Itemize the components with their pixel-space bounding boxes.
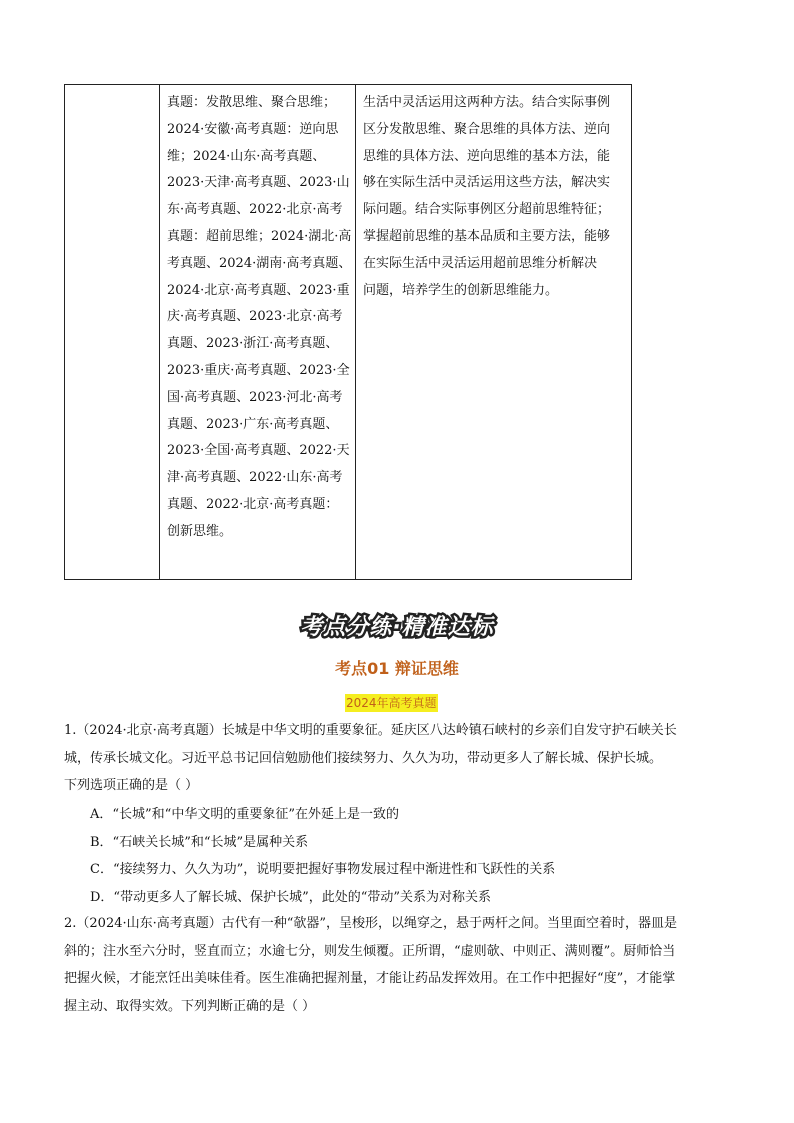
option-d: D．“带动更多人了解长城、保护长城”，此处的“带动”关系为对称关系 [90,890,492,905]
cell-line: 2023·天津·高考真题、2023·山 [167,175,350,191]
cell-line: 维；2024·山东·高考真题、 [167,148,326,164]
cell-line: 真题：超前思维；2024·湖北·高 [167,228,352,244]
cell-line: 津·高考真题、2022·山东·高考 [167,470,343,486]
cell-line: 考真题、2024·湖南·高考真题、 [167,255,352,271]
cell-line: 际问题。结合实际事例区分超前思维特征； [363,202,611,218]
option-a: A．“长城”和“中华文明的重要象征”在外延上是一致的 [90,807,399,822]
question-line: 1.（2024·北京·高考真题）长城是中华文明的重要象征。延庆区八达岭镇石峡村的乡亲们自发守护石峡关长 [64,723,677,738]
question-line: 把握火候，才能烹饪出美味佳肴。医生准确把握剂量，才能让药品发挥效用。在工作中把握好“度”，才能掌 [64,971,676,987]
year-tag: 2024年高考真题 [346,696,437,710]
cell-line: 2023·重庆·高考真题、2023·全 [167,362,350,378]
cell-line: 掌握超前思维的基本品质和主要方法，能够 [363,228,611,244]
option-b: B．“石峡关长城”和“长城”是属种关系 [90,835,309,850]
question-line: 城，传承长城文化。习近平总书记回信勉励他们接续努力、久久为功，带动更多人了解长城、保护长城。 [64,750,663,766]
cell-line: 2024·北京·高考真题、2023·重 [167,282,350,298]
cell-line: 问题，培养学生的创新思维能力。 [363,282,559,298]
question-2 [64,910,734,1020]
curriculum-table [64,84,632,580]
cell-line: 2023·全国·高考真题、2022·天 [167,443,350,459]
cell-line: 创新思维。 [167,523,233,539]
cell-line: 真题、2023·广东·高考真题、 [167,416,339,432]
cell-line: 国·高考真题、2023·河北·高考 [167,389,343,405]
cell-line: 区分发散思维、聚合思维的具体方法、逆向 [363,121,611,137]
banner-part1: 考点分练 [300,615,393,640]
table-divider [159,85,160,579]
cell-line: 够在实际生活中灵活运用这些方法，解决实 [363,175,611,191]
cell-line: 在实际生活中灵活运用超前思维分析解决 [363,255,598,271]
cell-line: 2024·安徽·高考真题：逆向思 [167,121,339,137]
cell-line: 东·高考真题、2022·北京·高考 [167,202,343,218]
cell-line: 思维的具体方法、逆向思维的基本方法，能 [363,148,611,164]
cell-line: 生活中灵活运用这两种方法。结合实际事例 [363,95,611,110]
option-c: C．“接续努力、久久为功”，说明要把握好事物发展过程中渐进性和飞跃性的关系 [90,862,556,877]
banner-dot: · [392,615,402,640]
banner-part2: 精准达标 [401,615,494,640]
cell-line: 真题、2023·浙江·高考真题、 [167,336,339,352]
section-title: 考点01 辩证思维 [335,659,459,678]
question-1 [64,717,734,800]
cell-line: 真题、2022·北京·高考真题： [167,496,339,512]
table-cell-goals [363,90,610,304]
section-banner [0,610,794,641]
question-line: 2.（2024·山东·高考真题）古代有一种“欹器”，呈梭形，以绳穿之，悬于两杆之间。当里面空着时，器皿是 [64,916,678,931]
question-line: 握主动、取得实效。下列判断正确的是（ ） [64,998,316,1014]
cell-line: 真题：发散思维、聚合思维； [167,95,337,110]
cell-line: 庆·高考真题、2023·北京·高考 [167,309,343,325]
table-divider [355,85,356,579]
table-cell-sources [167,90,351,546]
question-line: 斜的；注水至六分时，竖直而立；水逾七分，则发生倾覆。正所谓，“虚则欹、中则正、满则覆”。厨师恰当 [64,943,676,959]
question-line: 下列选项正确的是（ ） [64,778,199,794]
